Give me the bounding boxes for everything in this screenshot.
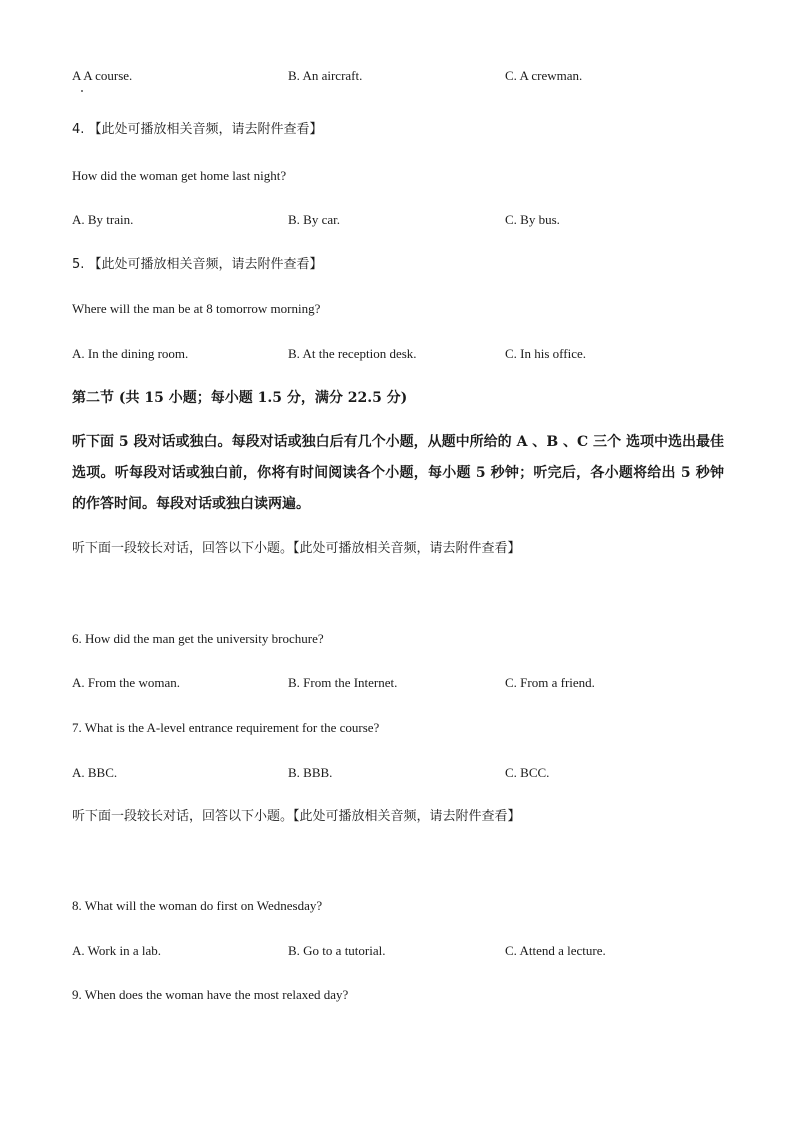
q5-audio-note: 5. 【此处可播放相关音频，请去附件查看】 (72, 257, 323, 272)
q7-option-c: C. BCC. (505, 765, 550, 780)
q3-option-c: C. A crewman. (505, 68, 583, 83)
q5-option-c: C. In his office. (505, 346, 586, 361)
q8-options (72, 943, 722, 959)
q6-option-c: C. From a friend. (505, 675, 595, 690)
q6-option-b: B. From the Internet. (288, 675, 398, 690)
q8-option-a: A. Work in a lab. (72, 943, 161, 958)
q7-option-a: A. BBC. (72, 765, 118, 780)
q8-option-c: C. Attend a lecture. (505, 943, 606, 958)
q4-option-c: C. By bus. (505, 212, 560, 227)
dialog2-intro: 听下面一段较长对话，回答以下小题。【此处可播放相关音频，请去附件查看】 (72, 809, 521, 824)
q4-option-b: B. By car. (288, 212, 340, 227)
q4-question: How did the woman get home last night? (72, 168, 287, 183)
q5-option-a: A. In the dining room. (72, 346, 189, 361)
stray-dot (81, 90, 83, 92)
q8-question: 8. What will the woman do first on Wednesday? (72, 898, 323, 913)
q3-options (72, 68, 722, 84)
q6-option-a: A. From the woman. (72, 675, 180, 690)
q7-question: 7. What is the A-level entrance requirement for the course? (72, 720, 380, 735)
q7-options (72, 765, 722, 781)
q3-option-a: A A course. (72, 68, 133, 83)
q9-question: 9. When does the woman have the most relaxed day? (72, 987, 349, 1002)
q5-option-b: B. At the reception desk. (288, 346, 417, 361)
section2-heading: 第二节 (共 15 小题；每小题 1.5 分，满分 22.5 分) (72, 390, 408, 406)
dialog1-intro: 听下面一段较长对话，回答以下小题。【此处可播放相关音频，请去附件查看】 (72, 541, 521, 556)
section2-instructions: 听下面 5 段对话或独白。每段对话或独白后有几个小题，从题中所给的 A 、B 、C 三个 选项中选出最佳选项。听每段对话或独白前，你将有时间阅读各个小题，每小题 5 秒钟；听完后，各小题将给出 5 秒钟的作答时间。每段对话或独白读两遍。 (72, 434, 724, 512)
q6-options (72, 675, 722, 691)
q5-options (72, 346, 722, 362)
q4-options (72, 212, 722, 228)
q4-audio-note: 4. 【此处可播放相关音频，请去附件查看】 (72, 122, 323, 137)
q5-question: Where will the man be at 8 tomorrow morning? (72, 301, 321, 316)
q4-option-a: A. By train. (72, 212, 134, 227)
q3-option-b: B. An aircraft. (288, 68, 363, 83)
q7-option-b: B. BBB. (288, 765, 333, 780)
q8-option-b: B. Go to a tutorial. (288, 943, 386, 958)
q6-question: 6. How did the man get the university brochure? (72, 631, 324, 646)
